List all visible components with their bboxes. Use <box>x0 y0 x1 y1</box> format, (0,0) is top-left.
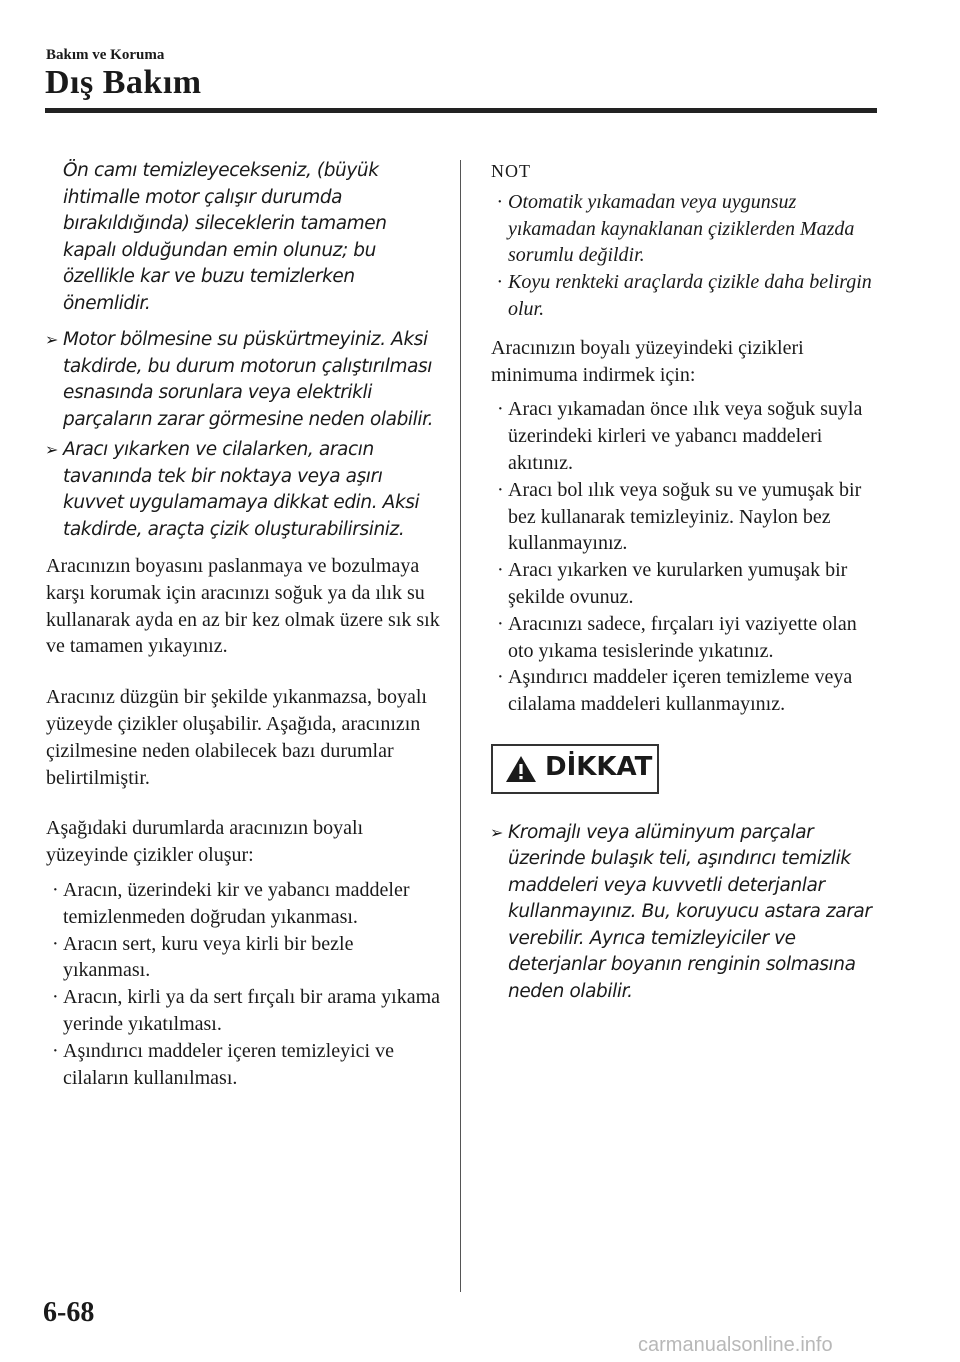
caution-text: Kromajlı veya alüminyum parçalar üzerinde bulaşık teli, aşındırıcı temizlik maddeleri veya kuvvetli deterjanlar kullanmayınız. Bu, koruyucu astara zarar verebilir. Ayrıca temizleyiciler ve deterjanlar boyanın renginin solmasına neden olabilir. <box>508 821 872 1002</box>
paragraph: Aracınızın boyalı yüzeyindeki çizikleri minimuma indirmek için: <box>491 336 804 386</box>
warning-continuation: Ön camı temizleyecekseniz, (büyük ihtimalle motor çalışır durumda bırakıldığında) sileceklerin tamamen kapalı olduğundan emin olunuz; bu özellikle kar ve buzu temizlerken önemlidir. <box>63 160 387 314</box>
caution-box <box>491 744 659 794</box>
list-item: · Koyu renkteki araçlarda çizikle daha belirgin olur. <box>497 271 872 320</box>
warning-triangle-icon <box>505 755 537 783</box>
arrow-bullet-icon: ➢ <box>45 330 59 349</box>
paragraph: Aracınızın boyasını paslanmaya ve bozulmaya karşı korumak için aracınızı soğuk ya da ılık su kullanarak ayda en az bir kez olmak üzere sık sık ve tamamen yıkayınız. <box>46 555 440 658</box>
list-item: · Aracı yıkamadan önce ılık veya soğuk suyla üzerindeki kirleri ve yabancı maddeleri akıtınız. <box>497 398 863 474</box>
right-column <box>491 158 883 1005</box>
arrow-bullet-icon: ➢ <box>45 440 59 459</box>
scratch-causes-list <box>46 877 442 1091</box>
warning-item <box>46 327 442 433</box>
section-heading: Bakım ve Koruma <box>46 47 165 63</box>
list-item: · Aracı yıkarken ve kurularken yumuşak bir şekilde ovunuz. <box>497 559 848 608</box>
list-item: · Aracı bol ılık veya soğuk su ve yumuşak bir bez kullanarak temizleyiniz. Naylon bez kullanmayınız. <box>497 478 862 555</box>
note-list <box>491 189 883 323</box>
caution-item <box>491 820 883 1006</box>
scratch-tips-list <box>491 396 883 718</box>
list-item: · Aşındırıcı maddeler içeren temizleyici ve cilaların kullanılması. <box>52 1039 394 1089</box>
title-rule <box>45 108 877 113</box>
list-item: · Aşındırıcı maddeler içeren temizleme veya cilalama maddeleri kullanmayınız. <box>497 666 853 716</box>
column-divider <box>460 160 461 1292</box>
watermark: carmanualsonline.info <box>638 1334 833 1356</box>
note-heading: NOT <box>491 161 531 181</box>
list-item: · Aracın, kirli ya da sert fırçalı bir arama yıkama yerinde yıkatılması. <box>52 986 441 1035</box>
warning-text: Motor bölmesine su püskürtmeyiniz. Aksi takdirde, bu durum motorun çalıştırılması esnasında sorunlara veya elektrikli parçaların zarar görmesine neden olabilir. <box>63 329 434 430</box>
paragraph: Aracınız düzgün bir şekilde yıkanmazsa, boyalı yüzeyde çizikler oluşabilir. Aşağıda, aracınızın çizilmesine neden olabilecek bazı durumlar belirtilmiştir. <box>46 686 427 789</box>
left-column <box>46 158 442 1091</box>
page-title: Dış Bakım <box>45 64 202 101</box>
arrow-bullet-icon: ➢ <box>490 822 504 842</box>
page-number: 6-68 <box>43 1297 95 1328</box>
warning-text: Aracı yıkarken ve cilalarken, aracın tavanında tek bir noktaya veya aşırı kuvvet uygulamamaya dikkat edin. Aksi takdirde, araçta çizik oluşturabilirsiniz. <box>63 439 420 540</box>
list-item: · Aracın, üzerindeki kir ve yabancı maddeler temizlenmeden doğrudan yıkanması. <box>52 878 410 928</box>
caution-label: DİKKAT <box>545 751 653 782</box>
list-item: · Aracınızı sadece, fırçaları iyi vaziyette olan oto yıkama tesislerinde yıkatınız. <box>497 612 857 662</box>
list-item: · Otomatik yıkamadan veya uygunsuz yıkamadan kaynaklanan çiziklerden Mazda sorumlu değildir. <box>497 190 855 267</box>
list-item: · Aracın sert, kuru veya kirli bir bezle yıkanması. <box>52 932 354 982</box>
warning-item <box>46 437 442 543</box>
paragraph: Aşağıdaki durumlarda aracınızın boyalı yüzeyinde çizikler oluşur: <box>46 817 364 867</box>
